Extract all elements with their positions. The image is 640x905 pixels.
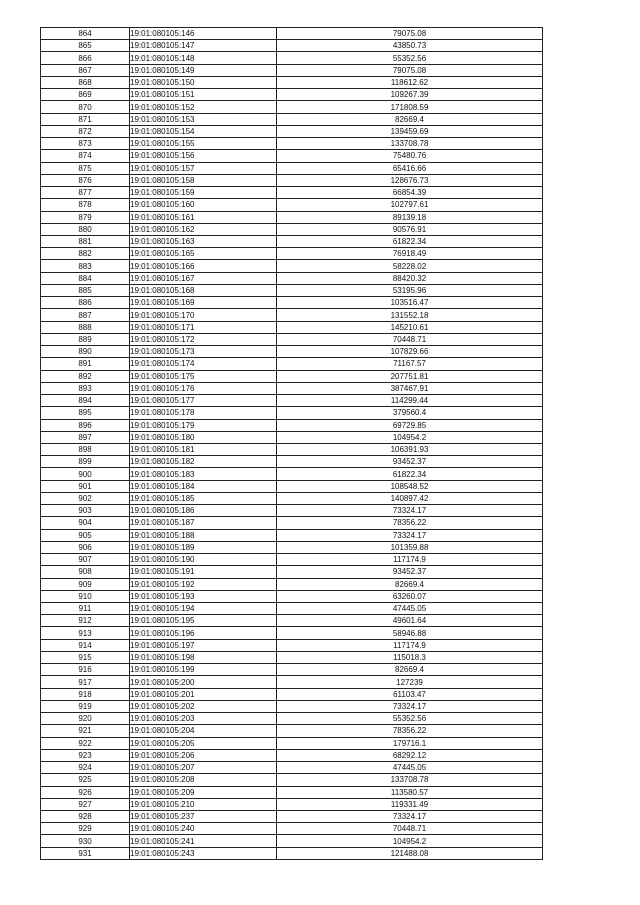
amount-cell: 73324.17: [277, 505, 543, 517]
cadastral-code-cell: 19:01:080105:172: [130, 333, 277, 345]
row-number-cell: 865: [41, 40, 130, 52]
table-row: [41, 541, 543, 553]
cadastral-code-cell: 19:01:080105:185: [130, 492, 277, 504]
cadastral-code-cell: 19:01:080105:171: [130, 321, 277, 333]
cadastral-code-cell: 19:01:080105:162: [130, 223, 277, 235]
cadastral-code-cell: 19:01:080105:190: [130, 554, 277, 566]
row-number-cell: 889: [41, 333, 130, 345]
row-number-cell: 887: [41, 309, 130, 321]
row-number-cell: 874: [41, 150, 130, 162]
row-number-cell: 915: [41, 651, 130, 663]
table-row: [41, 713, 543, 725]
row-number-cell: 910: [41, 590, 130, 602]
row-number-cell: 911: [41, 603, 130, 615]
cadastral-code-cell: 19:01:080105:160: [130, 199, 277, 211]
row-number-cell: 924: [41, 762, 130, 774]
amount-cell: 108548.52: [277, 480, 543, 492]
amount-cell: 89139.18: [277, 211, 543, 223]
row-number-cell: 894: [41, 395, 130, 407]
cadastral-code-cell: 19:01:080105:191: [130, 566, 277, 578]
amount-cell: 171808.59: [277, 101, 543, 113]
cadastral-code-cell: 19:01:080105:243: [130, 847, 277, 859]
table-row: [41, 346, 543, 358]
table-row: [41, 762, 543, 774]
amount-cell: 140897.42: [277, 492, 543, 504]
table-row: [41, 603, 543, 615]
amount-cell: 63260.07: [277, 590, 543, 602]
row-number-cell: 930: [41, 835, 130, 847]
cadastral-code-cell: 19:01:080105:182: [130, 456, 277, 468]
table-row: [41, 431, 543, 443]
cadastral-code-cell: 19:01:080105:177: [130, 395, 277, 407]
row-number-cell: 916: [41, 664, 130, 676]
table-row: [41, 517, 543, 529]
row-number-cell: 871: [41, 113, 130, 125]
cadastral-code-cell: 19:01:080105:150: [130, 76, 277, 88]
cadastral-code-cell: 19:01:080105:241: [130, 835, 277, 847]
row-number-cell: 904: [41, 517, 130, 529]
cadastral-code-cell: 19:01:080105:166: [130, 260, 277, 272]
amount-cell: 66854.39: [277, 187, 543, 199]
table-row: [41, 725, 543, 737]
table-row: [41, 395, 543, 407]
amount-cell: 139459.69: [277, 125, 543, 137]
table-row: [41, 138, 543, 150]
cadastral-code-cell: 19:01:080105:205: [130, 737, 277, 749]
row-number-cell: 888: [41, 321, 130, 333]
row-number-cell: 890: [41, 346, 130, 358]
amount-cell: 55352.56: [277, 52, 543, 64]
cadastral-code-cell: 19:01:080105:169: [130, 297, 277, 309]
amount-cell: 104954.2: [277, 835, 543, 847]
row-number-cell: 864: [41, 28, 130, 40]
row-number-cell: 922: [41, 737, 130, 749]
row-number-cell: 882: [41, 248, 130, 260]
amount-cell: 101359.88: [277, 541, 543, 553]
cadastral-code-cell: 19:01:080105:192: [130, 578, 277, 590]
table-row: [41, 358, 543, 370]
table-row: [41, 505, 543, 517]
cadastral-code-cell: 19:01:080105:188: [130, 529, 277, 541]
row-number-cell: 869: [41, 89, 130, 101]
amount-cell: 70448.71: [277, 333, 543, 345]
row-number-cell: 892: [41, 370, 130, 382]
row-number-cell: 881: [41, 235, 130, 247]
cadastral-code-cell: 19:01:080105:189: [130, 541, 277, 553]
amount-cell: 121488.08: [277, 847, 543, 859]
amount-cell: 73324.17: [277, 529, 543, 541]
table-row: [41, 664, 543, 676]
cadastral-code-cell: 19:01:080105:196: [130, 627, 277, 639]
amount-cell: 93452.37: [277, 566, 543, 578]
amount-cell: 78356.22: [277, 517, 543, 529]
amount-cell: 71167.57: [277, 358, 543, 370]
cadastral-code-cell: 19:01:080105:209: [130, 786, 277, 798]
cadastral-code-cell: 19:01:080105:184: [130, 480, 277, 492]
row-number-cell: 899: [41, 456, 130, 468]
table-row: [41, 76, 543, 88]
cadastral-code-cell: 19:01:080105:153: [130, 113, 277, 125]
amount-cell: 103516.47: [277, 297, 543, 309]
row-number-cell: 897: [41, 431, 130, 443]
row-number-cell: 923: [41, 749, 130, 761]
cadastral-code-cell: 19:01:080105:154: [130, 125, 277, 137]
amount-cell: 61103.47: [277, 688, 543, 700]
row-number-cell: 902: [41, 492, 130, 504]
row-number-cell: 885: [41, 284, 130, 296]
row-number-cell: 921: [41, 725, 130, 737]
row-number-cell: 878: [41, 199, 130, 211]
row-number-cell: 867: [41, 64, 130, 76]
amount-cell: 133708.78: [277, 138, 543, 150]
amount-cell: 118612.62: [277, 76, 543, 88]
cadastral-code-cell: 19:01:080105:198: [130, 651, 277, 663]
table-row: [41, 627, 543, 639]
amount-cell: 114299.44: [277, 395, 543, 407]
cadastral-code-cell: 19:01:080105:200: [130, 676, 277, 688]
amount-cell: 115018.3: [277, 651, 543, 663]
amount-cell: 75480.76: [277, 150, 543, 162]
cadastral-code-cell: 19:01:080105:168: [130, 284, 277, 296]
table-row: [41, 101, 543, 113]
table-row: [41, 578, 543, 590]
cadastral-code-cell: 19:01:080105:204: [130, 725, 277, 737]
table-row: [41, 150, 543, 162]
table-row: [41, 297, 543, 309]
row-number-cell: 917: [41, 676, 130, 688]
table-row: [41, 52, 543, 64]
row-number-cell: 929: [41, 823, 130, 835]
amount-cell: 102797.61: [277, 199, 543, 211]
amount-cell: 113580.57: [277, 786, 543, 798]
row-number-cell: 906: [41, 541, 130, 553]
table-row: [41, 847, 543, 859]
amount-cell: 47445.05: [277, 603, 543, 615]
cadastral-code-cell: 19:01:080105:148: [130, 52, 277, 64]
row-number-cell: 898: [41, 443, 130, 455]
table-row: [41, 248, 543, 260]
row-number-cell: 931: [41, 847, 130, 859]
table-row: [41, 774, 543, 786]
data-table: [40, 27, 543, 860]
row-number-cell: 927: [41, 798, 130, 810]
cadastral-code-cell: 19:01:080105:176: [130, 382, 277, 394]
table-row: [41, 786, 543, 798]
row-number-cell: 879: [41, 211, 130, 223]
cadastral-code-cell: 19:01:080105:173: [130, 346, 277, 358]
cadastral-code-cell: 19:01:080105:208: [130, 774, 277, 786]
amount-cell: 104954.2: [277, 431, 543, 443]
row-number-cell: 912: [41, 615, 130, 627]
cadastral-code-cell: 19:01:080105:193: [130, 590, 277, 602]
table-row: [41, 529, 543, 541]
table-row: [41, 211, 543, 223]
amount-cell: 128676.73: [277, 174, 543, 186]
row-number-cell: 926: [41, 786, 130, 798]
amount-cell: 82669.4: [277, 664, 543, 676]
table-row: [41, 223, 543, 235]
cadastral-code-cell: 19:01:080105:206: [130, 749, 277, 761]
table-row: [41, 639, 543, 651]
amount-cell: 70448.71: [277, 823, 543, 835]
row-number-cell: 876: [41, 174, 130, 186]
amount-cell: 49601.64: [277, 615, 543, 627]
cadastral-code-cell: 19:01:080105:180: [130, 431, 277, 443]
table-row: [41, 272, 543, 284]
row-number-cell: 918: [41, 688, 130, 700]
cadastral-code-cell: 19:01:080105:167: [130, 272, 277, 284]
amount-cell: 131552.18: [277, 309, 543, 321]
cadastral-code-cell: 19:01:080105:149: [130, 64, 277, 76]
cadastral-code-cell: 19:01:080105:201: [130, 688, 277, 700]
row-number-cell: 870: [41, 101, 130, 113]
table-body: [41, 28, 543, 860]
cadastral-code-cell: 19:01:080105:170: [130, 309, 277, 321]
cadastral-code-cell: 19:01:080105:163: [130, 235, 277, 247]
table-row: [41, 737, 543, 749]
cadastral-code-cell: 19:01:080105:174: [130, 358, 277, 370]
table-row: [41, 651, 543, 663]
row-number-cell: 907: [41, 554, 130, 566]
cadastral-code-cell: 19:01:080105:207: [130, 762, 277, 774]
row-number-cell: 893: [41, 382, 130, 394]
row-number-cell: 919: [41, 700, 130, 712]
amount-cell: 90576.91: [277, 223, 543, 235]
amount-cell: 73324.17: [277, 700, 543, 712]
cadastral-code-cell: 19:01:080105:183: [130, 468, 277, 480]
amount-cell: 117174.9: [277, 554, 543, 566]
cadastral-code-cell: 19:01:080105:158: [130, 174, 277, 186]
row-number-cell: 873: [41, 138, 130, 150]
amount-cell: 78356.22: [277, 725, 543, 737]
amount-cell: 69729.85: [277, 419, 543, 431]
cadastral-code-cell: 19:01:080105:165: [130, 248, 277, 260]
table-row: [41, 321, 543, 333]
row-number-cell: 868: [41, 76, 130, 88]
table-row: [41, 676, 543, 688]
table-row: [41, 811, 543, 823]
table-row: [41, 309, 543, 321]
amount-cell: 145210.61: [277, 321, 543, 333]
table-row: [41, 492, 543, 504]
row-number-cell: 884: [41, 272, 130, 284]
cadastral-code-cell: 19:01:080105:175: [130, 370, 277, 382]
row-number-cell: 883: [41, 260, 130, 272]
table-row: [41, 113, 543, 125]
cadastral-code-cell: 19:01:080105:187: [130, 517, 277, 529]
cadastral-code-cell: 19:01:080105:155: [130, 138, 277, 150]
cadastral-code-cell: 19:01:080105:195: [130, 615, 277, 627]
row-number-cell: 886: [41, 297, 130, 309]
row-number-cell: 891: [41, 358, 130, 370]
amount-cell: 133708.78: [277, 774, 543, 786]
table-row: [41, 566, 543, 578]
amount-cell: 106391.93: [277, 443, 543, 455]
row-number-cell: 908: [41, 566, 130, 578]
table-row: [41, 688, 543, 700]
cadastral-code-cell: 19:01:080105:203: [130, 713, 277, 725]
amount-cell: 127239: [277, 676, 543, 688]
table-row: [41, 187, 543, 199]
amount-cell: 79075.08: [277, 64, 543, 76]
amount-cell: 109267.39: [277, 89, 543, 101]
cadastral-code-cell: 19:01:080105:186: [130, 505, 277, 517]
table-row: [41, 235, 543, 247]
amount-cell: 207751.81: [277, 370, 543, 382]
amount-cell: 117174.9: [277, 639, 543, 651]
amount-cell: 76918.49: [277, 248, 543, 260]
cadastral-code-cell: 19:01:080105:178: [130, 407, 277, 419]
table-row: [41, 480, 543, 492]
cadastral-code-cell: 19:01:080105:151: [130, 89, 277, 101]
amount-cell: 73324.17: [277, 811, 543, 823]
row-number-cell: 925: [41, 774, 130, 786]
row-number-cell: 928: [41, 811, 130, 823]
amount-cell: 47445.05: [277, 762, 543, 774]
table-row: [41, 468, 543, 480]
amount-cell: 82669.4: [277, 578, 543, 590]
table-row: [41, 370, 543, 382]
amount-cell: 107829.66: [277, 346, 543, 358]
cadastral-code-cell: 19:01:080105:156: [130, 150, 277, 162]
table-row: [41, 125, 543, 137]
cadastral-code-cell: 19:01:080105:202: [130, 700, 277, 712]
row-number-cell: 875: [41, 162, 130, 174]
table-row: [41, 798, 543, 810]
amount-cell: 93452.37: [277, 456, 543, 468]
table-row: [41, 174, 543, 186]
amount-cell: 55352.56: [277, 713, 543, 725]
amount-cell: 58946.88: [277, 627, 543, 639]
table-row: [41, 260, 543, 272]
amount-cell: 119331.49: [277, 798, 543, 810]
amount-cell: 179716.1: [277, 737, 543, 749]
table-row: [41, 419, 543, 431]
row-number-cell: 896: [41, 419, 130, 431]
row-number-cell: 905: [41, 529, 130, 541]
amount-cell: 79075.08: [277, 28, 543, 40]
table-row: [41, 554, 543, 566]
cadastral-code-cell: 19:01:080105:199: [130, 664, 277, 676]
table-row: [41, 590, 543, 602]
amount-cell: 65416.66: [277, 162, 543, 174]
cadastral-code-cell: 19:01:080105:157: [130, 162, 277, 174]
row-number-cell: 872: [41, 125, 130, 137]
row-number-cell: 895: [41, 407, 130, 419]
amount-cell: 88420.32: [277, 272, 543, 284]
amount-cell: 61822.34: [277, 235, 543, 247]
cadastral-code-cell: 19:01:080105:159: [130, 187, 277, 199]
table-row: [41, 162, 543, 174]
amount-cell: 43850.73: [277, 40, 543, 52]
amount-cell: 387467.91: [277, 382, 543, 394]
table-row: [41, 199, 543, 211]
table-row: [41, 700, 543, 712]
row-number-cell: 880: [41, 223, 130, 235]
row-number-cell: 866: [41, 52, 130, 64]
table-row: [41, 823, 543, 835]
cadastral-code-cell: 19:01:080105:152: [130, 101, 277, 113]
cadastral-code-cell: 19:01:080105:237: [130, 811, 277, 823]
amount-cell: 61822.34: [277, 468, 543, 480]
row-number-cell: 920: [41, 713, 130, 725]
table-row: [41, 28, 543, 40]
table-row: [41, 333, 543, 345]
table-row: [41, 456, 543, 468]
cadastral-code-cell: 19:01:080105:146: [130, 28, 277, 40]
table-row: [41, 64, 543, 76]
amount-cell: 58228.02: [277, 260, 543, 272]
amount-cell: 379560.4: [277, 407, 543, 419]
cadastral-code-cell: 19:01:080105:194: [130, 603, 277, 615]
cadastral-code-cell: 19:01:080105:197: [130, 639, 277, 651]
table-row: [41, 835, 543, 847]
amount-cell: 82669.4: [277, 113, 543, 125]
row-number-cell: 913: [41, 627, 130, 639]
cadastral-code-cell: 19:01:080105:161: [130, 211, 277, 223]
table-row: [41, 284, 543, 296]
row-number-cell: 903: [41, 505, 130, 517]
cadastral-code-cell: 19:01:080105:210: [130, 798, 277, 810]
table-row: [41, 40, 543, 52]
table-row: [41, 615, 543, 627]
table-row: [41, 749, 543, 761]
amount-cell: 53195.96: [277, 284, 543, 296]
amount-cell: 68292.12: [277, 749, 543, 761]
row-number-cell: 909: [41, 578, 130, 590]
table-row: [41, 382, 543, 394]
table-row: [41, 89, 543, 101]
row-number-cell: 901: [41, 480, 130, 492]
row-number-cell: 900: [41, 468, 130, 480]
cadastral-code-cell: 19:01:080105:147: [130, 40, 277, 52]
cadastral-code-cell: 19:01:080105:179: [130, 419, 277, 431]
table-row: [41, 407, 543, 419]
cadastral-code-cell: 19:01:080105:181: [130, 443, 277, 455]
cadastral-code-cell: 19:01:080105:240: [130, 823, 277, 835]
row-number-cell: 914: [41, 639, 130, 651]
row-number-cell: 877: [41, 187, 130, 199]
table-row: [41, 443, 543, 455]
